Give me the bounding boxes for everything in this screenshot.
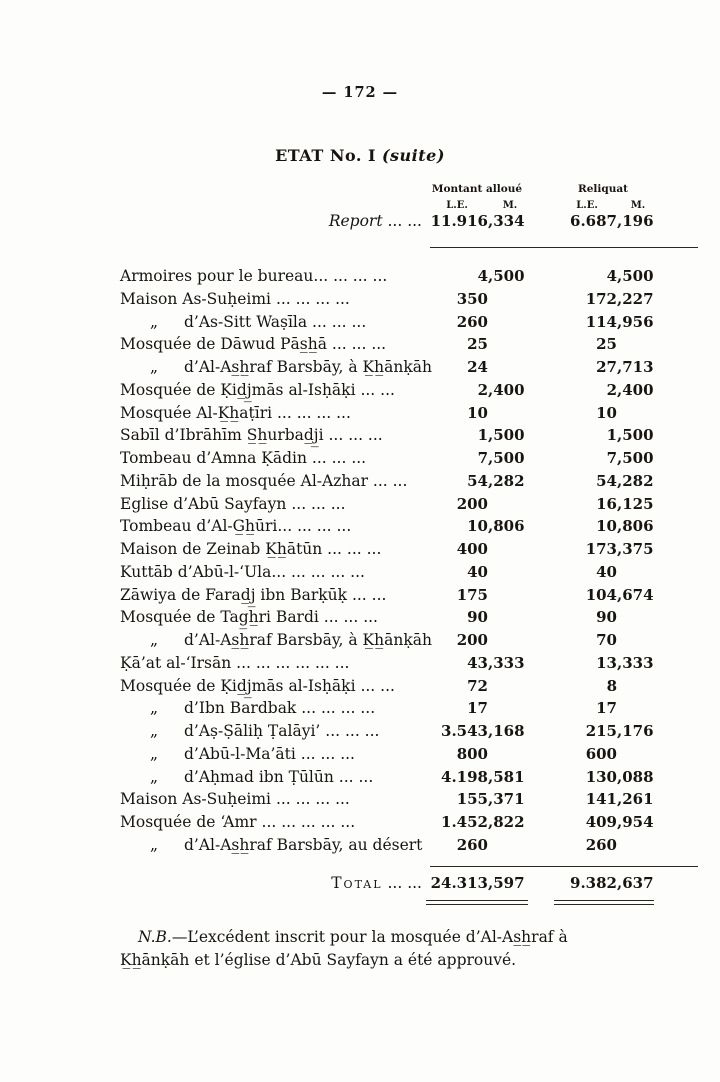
reliquat-frac <box>617 677 672 695</box>
table-row <box>120 335 672 358</box>
row-label-cell <box>120 495 430 513</box>
row-label: Maison de Zeinab K̲h̲ātūn ... ... ... <box>120 540 382 558</box>
montant-frac <box>488 563 530 581</box>
montant-cell <box>430 608 530 626</box>
column-header-reliquat: Reliquat <box>577 183 628 195</box>
rule-under-report <box>430 247 698 248</box>
montant-int: 260 <box>456 835 488 854</box>
montant-frac <box>488 313 530 331</box>
table-rows <box>120 267 672 859</box>
reliquat-int: 8 <box>606 676 617 695</box>
row-label: Armoires pour le bureau... ... ... ... <box>120 267 388 285</box>
montant-frac <box>488 495 530 513</box>
montant-int: 54 <box>467 471 488 490</box>
row-label: Mosquée Al-K̲h̲aṭīri ... ... ... ... <box>120 403 351 422</box>
currency-header-le-2: L.E. <box>576 200 598 211</box>
footnote-text: —L’excédent inscrit pour la mosquée d’Al-As̲h̲raf à K̲h̲ānḳāh et l’église d’Abū Sayfayn a été approuvé. <box>120 928 568 969</box>
montant-cell <box>430 563 530 581</box>
montant-int: 90 <box>467 608 488 627</box>
row-label: Tombeau d’Al-G̲h̲ūri... ... ... ... <box>120 517 352 536</box>
montant-cell <box>430 836 530 854</box>
row-label-cell <box>120 699 430 717</box>
row-label: Mosquée de Ḳid̲j̲mās al-Isḥāḳi ... ... <box>120 676 395 695</box>
table-row <box>120 586 672 609</box>
dots-leader: ... ... <box>387 874 422 892</box>
table-row <box>120 563 672 586</box>
montant-int: 4 <box>477 267 488 285</box>
reliquat-frac: ,400 <box>617 380 654 399</box>
reliquat-cell <box>530 608 672 626</box>
reliquat-frac <box>617 745 672 763</box>
montant-frac: ,500 <box>488 449 525 467</box>
table-row <box>120 699 672 722</box>
montant-int: 4.198 <box>441 767 488 786</box>
total-row <box>120 874 672 897</box>
reliquat-int: 10 <box>596 403 617 422</box>
montant-cell <box>430 654 530 672</box>
row-label-cell <box>120 722 430 740</box>
reliquat-int: 25 <box>596 335 617 354</box>
montant-int: 10 <box>467 517 488 536</box>
reliquat-int: 10 <box>596 517 617 536</box>
table-row <box>120 608 672 631</box>
row-label-cell <box>120 813 430 831</box>
montant-int: 800 <box>456 744 488 763</box>
reliquat-frac <box>617 404 672 422</box>
reliquat-frac: ,176 <box>617 722 654 740</box>
reliquat-frac <box>617 563 672 581</box>
reliquat-frac <box>617 608 672 626</box>
montant-cell <box>430 586 530 604</box>
montant-frac <box>488 608 530 626</box>
ditto-mark: „ <box>150 358 159 376</box>
row-label-cell <box>120 358 430 376</box>
montant-cell <box>430 722 530 740</box>
reliquat-frac <box>617 631 672 649</box>
reliquat-int: 600 <box>585 744 617 763</box>
montant-int: 155 <box>456 790 488 809</box>
row-label-cell <box>120 335 430 353</box>
reliquat-int: 130 <box>585 767 617 786</box>
reliquat-frac: ,956 <box>617 312 654 331</box>
row-label: d’Aḥmad ibn Ṭūlūn ... ... <box>184 767 374 786</box>
row-label: Maison As-Suḥeimi ... ... ... ... <box>120 289 350 308</box>
montant-cell <box>430 745 530 763</box>
montant-int: 400 <box>456 540 488 558</box>
page-number: — 172 — <box>321 84 399 101</box>
table-row <box>120 813 672 836</box>
reliquat-cell <box>530 836 672 854</box>
montant-cell <box>430 495 530 513</box>
reliquat-frac: ,713 <box>617 358 654 376</box>
montant-int: 260 <box>456 312 488 331</box>
row-label: Miḥrāb de la mosquée Al-Azhar ... ... <box>120 471 408 490</box>
row-label: Maison As-Suḥeimi ... ... ... ... <box>120 790 350 809</box>
montant-frac <box>488 404 530 422</box>
montant-frac <box>488 540 530 558</box>
reliquat-int: 141 <box>585 790 617 809</box>
reliquat-frac: ,375 <box>617 540 654 558</box>
row-label-cell <box>120 768 430 786</box>
table-row <box>120 677 672 700</box>
montant-cell <box>430 335 530 353</box>
total-montant: 24.313 ,597 <box>430 874 525 892</box>
reliquat-cell <box>530 540 672 558</box>
reliquat-frac: ,282 <box>617 471 654 490</box>
montant-int: 2 <box>477 380 488 399</box>
row-label: Sabīl d’Ibrāhīm S̲h̲urbad̲j̲i ... ... ... <box>120 426 383 445</box>
reliquat-frac: ,261 <box>617 790 654 809</box>
montant-int: 175 <box>456 585 488 604</box>
reliquat-cell <box>530 745 672 763</box>
montant-frac <box>488 290 530 308</box>
reliquat-cell <box>530 631 672 649</box>
montant-int: 200 <box>456 494 488 513</box>
reliquat-cell <box>530 677 672 695</box>
table-row <box>120 472 672 495</box>
reliquat-frac: ,088 <box>617 767 654 786</box>
montant-cell <box>430 677 530 695</box>
reliquat-frac: ,500 <box>617 426 654 445</box>
montant-cell <box>430 631 530 649</box>
reliquat-frac: ,500 <box>617 449 654 467</box>
reliquat-frac: ,674 <box>617 585 654 604</box>
row-label-cell <box>120 745 430 763</box>
table-row <box>120 404 672 427</box>
montant-cell <box>430 790 530 808</box>
reliquat-cell <box>530 790 672 808</box>
reliquat-cell <box>530 267 672 285</box>
double-rule-reliquat-total <box>554 900 654 905</box>
reliquat-cell <box>530 722 672 740</box>
reliquat-frac: ,806 <box>617 517 654 536</box>
montant-cell <box>430 813 530 831</box>
reliquat-int: 27 <box>596 358 617 376</box>
reliquat-frac: ,227 <box>617 289 654 308</box>
reliquat-int: 409 <box>585 813 617 831</box>
table-row <box>120 722 672 745</box>
reliquat-frac: ,333 <box>617 653 654 672</box>
montant-frac <box>488 631 530 649</box>
montant-cell <box>430 472 530 490</box>
table-row <box>120 449 672 472</box>
montant-int: 200 <box>456 631 488 649</box>
reliquat-int: 7 <box>606 449 617 467</box>
montant-frac: ,333 <box>488 653 525 672</box>
footnote-nb: N.B. <box>138 928 172 946</box>
reliquat-cell <box>530 313 672 331</box>
reliquat-cell <box>530 472 672 490</box>
montant-cell <box>430 313 530 331</box>
row-label: Tombeau d’Amna Ḳādin ... ... ... <box>120 449 367 467</box>
row-label: Kuttāb d’Abū-l-‘Ula... ... ... ... ... <box>120 562 365 581</box>
reliquat-frac: ,125 <box>617 494 654 513</box>
montant-int: 1 <box>477 426 488 445</box>
montant-frac: ,581 <box>488 767 525 786</box>
table-row <box>120 654 672 677</box>
table-row <box>120 745 672 768</box>
page-title <box>0 146 720 165</box>
reliquat-frac <box>617 836 672 854</box>
montant-cell <box>430 381 530 399</box>
montant-frac: ,822 <box>488 813 525 831</box>
row-label: d’Abū-l-Ma’āti ... ... ... <box>184 744 355 763</box>
montant-frac: ,371 <box>488 790 525 809</box>
row-label-cell <box>120 608 430 626</box>
montant-int: 43 <box>467 653 488 672</box>
montant-cell <box>430 449 530 467</box>
table-row <box>120 836 672 859</box>
row-label-cell <box>120 677 430 695</box>
row-label: Mosquée de Tag̲h̲ri Bardi ... ... ... <box>120 608 378 627</box>
reliquat-cell <box>530 335 672 353</box>
row-label-cell <box>120 404 430 422</box>
montant-int: 24 <box>467 358 488 376</box>
reliquat-frac <box>617 335 672 353</box>
reliquat-int: 70 <box>596 631 617 649</box>
reliquat-cell <box>530 358 672 376</box>
row-label: Zāwiya de Farad̲j̲ ibn Barḳūḳ ... ... <box>120 585 387 604</box>
title-suffix: (suite) <box>381 146 445 165</box>
montant-cell <box>430 426 530 444</box>
montant-int: 1.452 <box>441 813 488 831</box>
ditto-mark: „ <box>150 631 159 649</box>
reliquat-int: 90 <box>596 608 617 627</box>
montant-frac <box>488 358 530 376</box>
ditto-mark: „ <box>150 767 159 786</box>
report-reliquat: 6.687 ,196 <box>570 212 654 230</box>
table-row <box>120 517 672 540</box>
reliquat-cell <box>530 381 672 399</box>
rule-above-total <box>430 866 698 867</box>
reliquat-int: 54 <box>596 471 617 490</box>
montant-frac: ,500 <box>488 426 525 445</box>
montant-cell <box>430 290 530 308</box>
row-label-cell <box>120 290 430 308</box>
report-row <box>120 212 672 235</box>
montant-int: 25 <box>467 335 488 354</box>
row-label-cell <box>120 654 430 672</box>
ditto-mark: „ <box>150 744 159 763</box>
reliquat-int: 172 <box>585 289 617 308</box>
currency-header-m-1: M. <box>502 200 518 211</box>
montant-int: 10 <box>467 403 488 422</box>
montant-cell <box>430 358 530 376</box>
reliquat-int: 173 <box>585 540 617 558</box>
row-label: d’Al-As̲h̲raf Barsbāy, au désert <box>184 835 423 854</box>
row-label-cell <box>120 836 430 854</box>
row-label: d’Al-As̲h̲raf Barsbāy, à K̲h̲ānḳāh <box>184 631 432 649</box>
footnote <box>120 926 632 971</box>
row-label-cell <box>120 449 430 467</box>
reliquat-int: 17 <box>596 699 617 718</box>
montant-int: 350 <box>456 289 488 308</box>
table-row <box>120 290 672 313</box>
reliquat-int: 1 <box>606 426 617 445</box>
currency-header-m-2: M. <box>630 200 646 211</box>
row-label: Mosquée de Dāwud Pās̲h̲ā ... ... ... <box>120 335 387 354</box>
ditto-mark: „ <box>150 722 159 740</box>
row-label: d’Al-As̲h̲raf Barsbāy, à K̲h̲ānḳāh <box>184 358 432 376</box>
montant-frac: ,806 <box>488 517 525 536</box>
reliquat-int: 4 <box>606 267 617 285</box>
reliquat-cell <box>530 768 672 786</box>
currency-header-le-1: L.E. <box>446 200 468 211</box>
reliquat-cell <box>530 404 672 422</box>
montant-frac <box>488 677 530 695</box>
total-reliquat: 9.382 ,637 <box>570 874 654 892</box>
table-row <box>120 631 672 654</box>
montant-frac <box>488 586 530 604</box>
table-row <box>120 768 672 791</box>
reliquat-cell <box>530 426 672 444</box>
reliquat-cell <box>530 449 672 467</box>
double-rule-montant-total <box>426 900 528 905</box>
reliquat-int: 114 <box>585 312 617 331</box>
row-label: d’Ibn Bardbak ... ... ... ... <box>184 699 376 718</box>
reliquat-frac: ,500 <box>617 267 654 285</box>
montant-cell <box>430 404 530 422</box>
table-row <box>120 313 672 336</box>
montant-int: 40 <box>467 562 488 581</box>
total-label: Total ... ... <box>331 874 422 892</box>
row-label-cell <box>120 631 430 649</box>
column-header-montant: Montant alloué <box>431 183 523 195</box>
reliquat-frac <box>617 699 672 717</box>
montant-frac: ,400 <box>488 380 525 399</box>
reliquat-int: 260 <box>585 835 617 854</box>
montant-frac: ,168 <box>488 722 525 740</box>
montant-cell <box>430 699 530 717</box>
montant-frac <box>488 836 530 854</box>
montant-frac: ,282 <box>488 471 525 490</box>
reliquat-cell <box>530 517 672 535</box>
row-label: Eglise d’Abū Sayfayn ... ... ... <box>120 494 346 513</box>
table-row <box>120 495 672 518</box>
row-label: d’Aṣ-Ṣāliḥ Ṭalāyi’ ... ... ... <box>184 722 380 740</box>
row-label: Ḳā’at al-‘Irsān ... ... ... ... ... ... <box>120 653 350 672</box>
table-row <box>120 381 672 404</box>
reliquat-int: 215 <box>585 722 617 740</box>
row-label-cell <box>120 563 430 581</box>
row-label: Mosquée de ‘Amr ... ... ... ... ... <box>120 813 356 831</box>
montant-cell <box>430 267 530 285</box>
montant-int: 3.543 <box>441 722 488 740</box>
table-row <box>120 358 672 381</box>
montant-frac: ,500 <box>488 267 525 285</box>
row-label-cell <box>120 267 430 285</box>
table-row <box>120 540 672 563</box>
ditto-mark: „ <box>150 699 159 718</box>
reliquat-cell <box>530 290 672 308</box>
reliquat-cell <box>530 495 672 513</box>
montant-cell <box>430 517 530 535</box>
ditto-mark: „ <box>150 312 159 331</box>
reliquat-int: 13 <box>596 653 617 672</box>
reliquat-cell <box>530 586 672 604</box>
row-label-cell <box>120 586 430 604</box>
report-montant: 11.916 ,334 <box>430 212 525 230</box>
reliquat-int: 40 <box>596 562 617 581</box>
reliquat-int: 16 <box>596 494 617 513</box>
row-label-cell <box>120 381 430 399</box>
row-label-cell <box>120 790 430 808</box>
row-label: d’As-Sitt Waṣīla ... ... ... <box>184 312 367 331</box>
row-label-cell <box>120 472 430 490</box>
report-label: Report ... ... <box>328 212 422 230</box>
montant-cell <box>430 540 530 558</box>
reliquat-int: 2 <box>606 380 617 399</box>
row-label-cell <box>120 313 430 331</box>
montant-frac <box>488 335 530 353</box>
reliquat-cell <box>530 654 672 672</box>
table-row <box>120 790 672 813</box>
row-label: Mosquée de Ḳid̲j̲mās al-Isḥāḳi ... ... <box>120 380 395 399</box>
reliquat-cell <box>530 563 672 581</box>
table-row <box>120 267 672 290</box>
row-label-cell <box>120 540 430 558</box>
ditto-mark: „ <box>150 835 159 854</box>
montant-frac <box>488 745 530 763</box>
dots-leader: ... ... <box>387 212 422 230</box>
title-main: ETAT No. I <box>275 146 376 165</box>
montant-cell <box>430 768 530 786</box>
montant-int: 7 <box>477 449 488 467</box>
reliquat-int: 104 <box>585 585 617 604</box>
montant-frac <box>488 699 530 717</box>
row-label-cell <box>120 517 430 535</box>
reliquat-frac: ,954 <box>617 813 654 831</box>
row-label-cell <box>120 426 430 444</box>
table-row <box>120 426 672 449</box>
reliquat-cell <box>530 813 672 831</box>
montant-int: 72 <box>467 676 488 695</box>
reliquat-cell <box>530 699 672 717</box>
montant-int: 17 <box>467 699 488 718</box>
